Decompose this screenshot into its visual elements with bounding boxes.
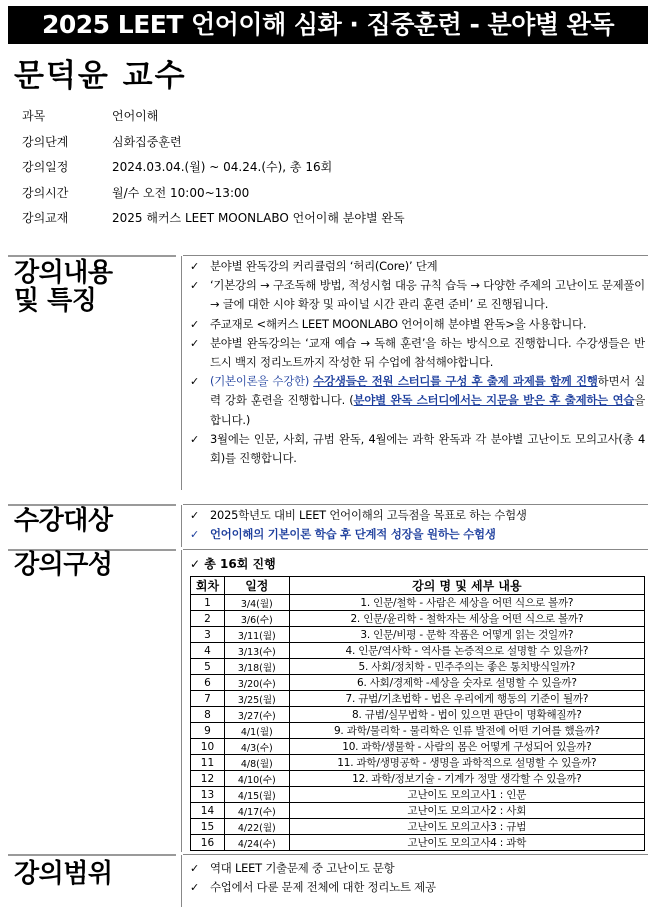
section-title-structure: 강의구성 xyxy=(14,550,113,580)
check-icon: ✓ xyxy=(190,432,200,446)
table-row xyxy=(191,675,645,691)
highlight-text: 분야별 완독 스터디에서는 지문을 받은 후 출제하는 연습 xyxy=(353,393,635,408)
list-item-text: 2025학년도 대비 LEET 언어이해의 고득점을 목표로 하는 수험생 xyxy=(210,508,527,522)
section-divider xyxy=(8,255,176,257)
session-number: 6 xyxy=(191,675,225,691)
list-item-text: 하면서 실력 강화 훈련을 진행합니다. ( xyxy=(210,374,646,408)
table-row xyxy=(191,627,645,643)
session-number: 16 xyxy=(191,835,225,851)
section-title-content xyxy=(14,259,112,315)
table-row xyxy=(191,819,645,835)
info-label: 과목 xyxy=(22,109,46,124)
list-item-text: 언어이해의 기본이론 학습 후 단계적 성장을 원하는 수험생 xyxy=(210,527,496,542)
info-row xyxy=(22,103,405,129)
section-title-scope: 강의범위 xyxy=(14,859,113,889)
list-item-text: 역대 LEET 기출문제 중 고난이도 문항 xyxy=(210,861,395,875)
session-title: 12. 과학/정보기술 - 기계가 정말 생각할 수 있을까? xyxy=(289,771,644,787)
session-date: 4/3(수) xyxy=(224,739,289,755)
table-row xyxy=(191,755,645,771)
session-number: 7 xyxy=(191,691,225,707)
info-value: 월/수 오전 10:00~13:00 xyxy=(112,185,250,200)
list-item-text: ‘기본강의 → 구조독해 방법, 적성시험 대응 규칙 습득 → 다양한 주제의 고난이도 문제풀이 → 글에 대한 시야 확장 및 파이널 시간 관리 훈련 준비’ 로 진행됩니다. xyxy=(210,278,645,312)
session-date: 4/10(수) xyxy=(224,771,289,787)
session-title: 3. 인문/비평 - 문학 작품은 어떻게 읽는 것일까? xyxy=(289,627,644,643)
content-list xyxy=(190,257,645,468)
total-sessions xyxy=(190,554,645,574)
session-date: 3/18(월) xyxy=(224,659,289,675)
session-title: 8. 규범/실무법학 - 법이 있으면 판단이 명확해질까? xyxy=(289,707,644,723)
session-date: 3/27(수) xyxy=(224,707,289,723)
list-item xyxy=(190,334,645,372)
session-number: 9 xyxy=(191,723,225,739)
session-number: 11 xyxy=(191,755,225,771)
column-divider xyxy=(181,855,182,907)
check-icon: ✓ xyxy=(190,557,205,571)
list-item-text: (기본이론을 수강한) xyxy=(210,374,314,389)
table-body xyxy=(191,595,645,851)
session-number: 8 xyxy=(191,707,225,723)
section-divider xyxy=(8,854,176,856)
info-row xyxy=(22,129,405,155)
session-number: 2 xyxy=(191,611,225,627)
session-date: 4/15(월) xyxy=(224,787,289,803)
list-item xyxy=(190,257,645,276)
session-date: 4/8(월) xyxy=(224,755,289,771)
session-date: 4/22(월) xyxy=(224,819,289,835)
check-icon: ✓ xyxy=(190,317,200,331)
session-title: 9. 과학/물리학 - 물리학은 인류 발전에 어떤 기여를 했을까? xyxy=(289,723,644,739)
session-number: 15 xyxy=(191,819,225,835)
session-number: 1 xyxy=(191,595,225,611)
session-title: 고난이도 모의고사2 : 사회 xyxy=(289,803,644,819)
info-label: 강의시간 xyxy=(22,185,69,200)
section-divider xyxy=(183,854,648,855)
list-item xyxy=(190,276,645,314)
column-header: 강의 명 및 세부 내용 xyxy=(289,577,644,595)
session-title: 11. 과학/생명공학 - 생명을 과학적으로 설명할 수 있을까? xyxy=(289,755,644,771)
table-row xyxy=(191,803,645,819)
session-title: 7. 규범/기초법학 - 법은 우리에게 행동의 기준이 될까? xyxy=(289,691,644,707)
session-title: 5. 사회/정치학 - 민주주의는 좋은 통치방식일까? xyxy=(289,659,644,675)
section-title-line: 강의내용 xyxy=(14,258,113,288)
session-title: 4. 인문/역사학 - 역사를 논증적으로 설명할 수 있을까? xyxy=(289,643,644,659)
list-item xyxy=(190,859,645,878)
session-date: 4/1(월) xyxy=(224,723,289,739)
table-row xyxy=(191,771,645,787)
list-item-text: 수업에서 다룬 문제 전체에 대한 정리노트 제공 xyxy=(210,880,436,895)
schedule-table xyxy=(190,576,645,851)
target-list xyxy=(190,506,645,544)
schedule-table-wrap xyxy=(190,554,645,851)
section-divider xyxy=(183,255,648,256)
section-divider xyxy=(183,549,648,550)
session-number: 5 xyxy=(191,659,225,675)
session-number: 12 xyxy=(191,771,225,787)
session-number: 10 xyxy=(191,739,225,755)
session-number: 4 xyxy=(191,643,225,659)
session-title: 6. 사회/경제학 -세상을 숫자로 설명할 수 있을까? xyxy=(289,675,644,691)
list-item-text: 분야별 완독강의는 ‘교재 예습 → 독해 훈련’을 하는 방식으로 진행합니다. 수강생들은 반드시 백지 정리노트까지 작성한 뒤 수업에 참석해야합니다. xyxy=(210,335,645,370)
table-row xyxy=(191,739,645,755)
table-row xyxy=(191,691,645,707)
session-title: 고난이도 모의고사4 : 과학 xyxy=(289,835,644,851)
list-item-text: 분야별 완독강의 커리큘럼의 ‘허리(Core)’ 단계 xyxy=(210,259,438,273)
session-date: 4/17(수) xyxy=(224,803,289,819)
session-date: 3/25(월) xyxy=(224,691,289,707)
session-title: 1. 인문/철학 - 사람은 세상을 어떤 식으로 볼까? xyxy=(289,595,644,611)
course-info xyxy=(22,103,405,231)
table-row xyxy=(191,643,645,659)
session-date: 3/11(월) xyxy=(224,627,289,643)
session-number: 13 xyxy=(191,787,225,803)
table-row xyxy=(191,787,645,803)
list-item-text: 을 합니다.) xyxy=(210,393,645,427)
check-icon: ✓ xyxy=(190,375,200,389)
section-title-target: 수강대상 xyxy=(14,506,113,536)
info-value: 심화집중훈련 xyxy=(112,134,182,149)
table-row xyxy=(191,723,645,739)
table-header-row xyxy=(191,577,645,595)
info-row xyxy=(22,205,405,231)
list-item xyxy=(190,315,645,334)
info-label: 강의교재 xyxy=(22,211,69,226)
section-title-line: 및 특징 xyxy=(14,286,97,316)
table-row xyxy=(191,611,645,627)
professor-name: 문덕윤 교수 xyxy=(14,58,187,94)
column-header: 일정 xyxy=(224,577,289,595)
session-title: 10. 과학/생물학 - 사람의 몸은 어떻게 구성되어 있을까? xyxy=(289,739,644,755)
check-icon: ✓ xyxy=(190,881,200,895)
info-row xyxy=(22,180,405,206)
check-icon: ✓ xyxy=(190,260,200,273)
check-icon: ✓ xyxy=(190,509,200,522)
table-row xyxy=(191,659,645,675)
info-value: 2025 해커스 LEET MOONLABO 언어이해 분야별 완독 xyxy=(112,211,405,226)
info-label: 강의단계 xyxy=(22,134,69,149)
session-date: 3/13(수) xyxy=(224,643,289,659)
column-header: 회차 xyxy=(191,577,225,595)
list-item xyxy=(190,430,645,468)
list-item xyxy=(190,878,645,897)
column-divider xyxy=(181,256,182,490)
info-label: 강의일정 xyxy=(22,160,69,175)
total-sessions-text: 총 16회 진행 xyxy=(204,557,276,571)
table-row xyxy=(191,595,645,611)
list-item xyxy=(190,372,645,430)
highlight-text: 수강생들은 전원 스터디를 구성 후 출제 과제를 함께 진행 xyxy=(313,374,598,389)
check-icon: ✓ xyxy=(190,279,200,293)
session-title: 고난이도 모의고사3 : 규범 xyxy=(289,819,644,835)
session-number: 14 xyxy=(191,803,225,819)
column-divider xyxy=(181,550,182,852)
column-divider xyxy=(181,505,182,547)
list-item xyxy=(190,506,645,525)
check-icon: ✓ xyxy=(190,528,200,542)
session-date: 3/6(수) xyxy=(224,611,289,627)
scope-list xyxy=(190,859,645,897)
session-date: 3/20(수) xyxy=(224,675,289,691)
table-row xyxy=(191,835,645,851)
info-row xyxy=(22,154,405,180)
check-icon: ✓ xyxy=(190,336,200,350)
session-title: 고난이도 모의고사1 : 인문 xyxy=(289,787,644,803)
section-divider xyxy=(183,504,648,505)
list-item-text: 주교재로 <해커스 LEET MOONLABO 언어이해 분야별 완독>을 사용합니다. xyxy=(210,316,587,331)
table-row xyxy=(191,707,645,723)
session-number: 3 xyxy=(191,627,225,643)
list-item xyxy=(190,525,645,544)
session-date: 4/24(수) xyxy=(224,835,289,851)
info-value: 2024.03.04.(월) ~ 04.24.(수), 총 16회 xyxy=(112,160,333,175)
check-icon: ✓ xyxy=(190,862,200,875)
session-title: 2. 인문/윤리학 - 철학자는 세상을 어떤 식으로 볼까? xyxy=(289,611,644,627)
info-value: 언어이해 xyxy=(112,109,159,124)
list-item-text: 3월에는 인문, 사회, 규범 완독, 4월에는 과학 완독과 각 분야별 고난이도 모의고사(총 4회)를 진행합니다. xyxy=(210,431,645,466)
session-date: 3/4(월) xyxy=(224,595,289,611)
page-title: 2025 LEET 언어이해 심화 · 집중훈련 - 분야별 완독 xyxy=(8,6,648,44)
